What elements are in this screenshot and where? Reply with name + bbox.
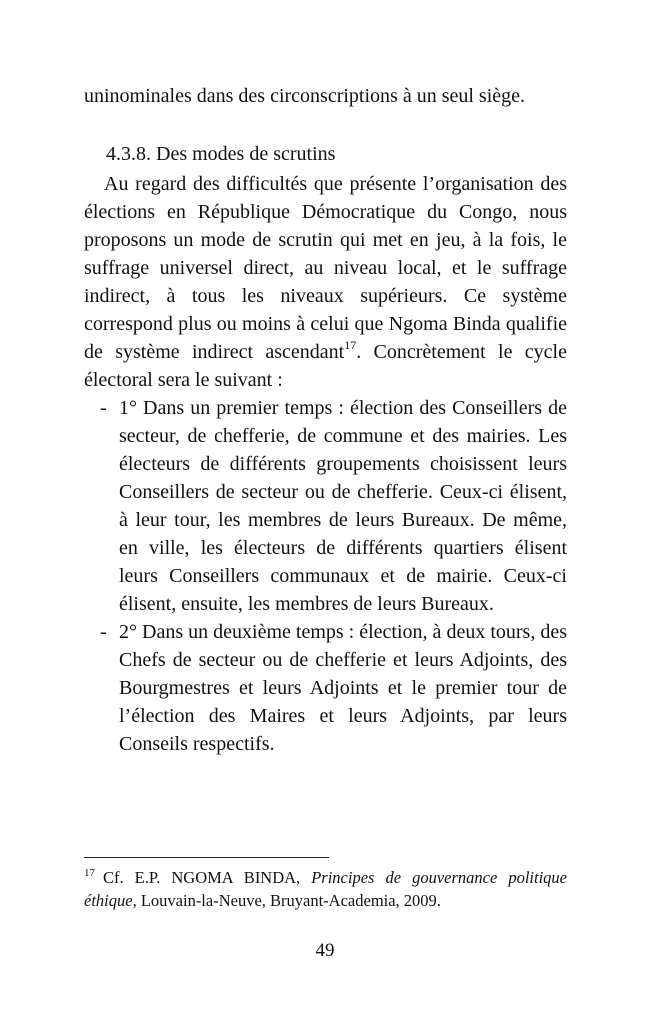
footnote-separator <box>84 857 329 858</box>
paragraph-main-text: Au regard des difficultés que présente l’organisation des élections en République Démocratique du Congo, nous proposons un mode de scrutin qui met en jeu, à la fois, le suffrage universel direct, au niveau local, et le suffrage indirect, à tous les niveaux supérieurs. Ce système correspond plus ou moins à celui que Ngoma Binda qualifie de système indirect ascendant <box>84 173 567 363</box>
footnote-text-end: , Louvain-la-Neuve, Bruyant-Academia, 2009. <box>132 891 441 910</box>
paragraph-main <box>84 170 567 394</box>
page-body <box>84 82 567 758</box>
list-item-text: 2° Dans un deuxième temps : élection, à deux tours, des Chefs de secteur ou de chefferie et leurs Adjoints, des Bourgmestres et leurs Adjoints et le premier tour de l’élection des Maires et leurs Adjoints, par leurs Conseils respectifs. <box>119 621 567 755</box>
list-marker: - <box>100 397 107 419</box>
list-item <box>84 394 567 618</box>
list-item-text: 1° Dans un premier temps : élection des Conseillers de secteur, de chefferie, de commune et des mairies. Les électeurs de différents groupements choisissent leurs Conseillers de secteur ou de chefferie. Ceux-ci élisent, à leur tour, les membres de leurs Bureaux. De même, en ville, les électeurs de différents quartiers élisent leurs Conseillers communaux et de mairie. Ceux-ci élisent, ensuite, les membres de leurs Bureaux. <box>119 397 567 615</box>
paragraph-continuation: uninominales dans des circonscriptions à un seul siège. <box>84 85 526 107</box>
list-item <box>84 618 567 758</box>
list-marker: - <box>100 621 107 643</box>
election-cycle-list <box>84 394 567 758</box>
section-heading: 4.3.8. Des modes de scrutins <box>106 143 336 165</box>
footnote-title: Principes de gouvernance politique éthique <box>84 868 567 910</box>
footnote-text: Cf. E.P. NGOMA BINDA, <box>103 868 301 887</box>
footnote <box>84 866 567 912</box>
footnote-number: 17 <box>84 867 95 879</box>
paragraph-main-text-end: . Concrètement le cycle électoral sera le suivant : <box>84 341 567 391</box>
page-number: 49 <box>315 940 335 961</box>
footnote-reference[interactable]: 17 <box>344 338 357 352</box>
